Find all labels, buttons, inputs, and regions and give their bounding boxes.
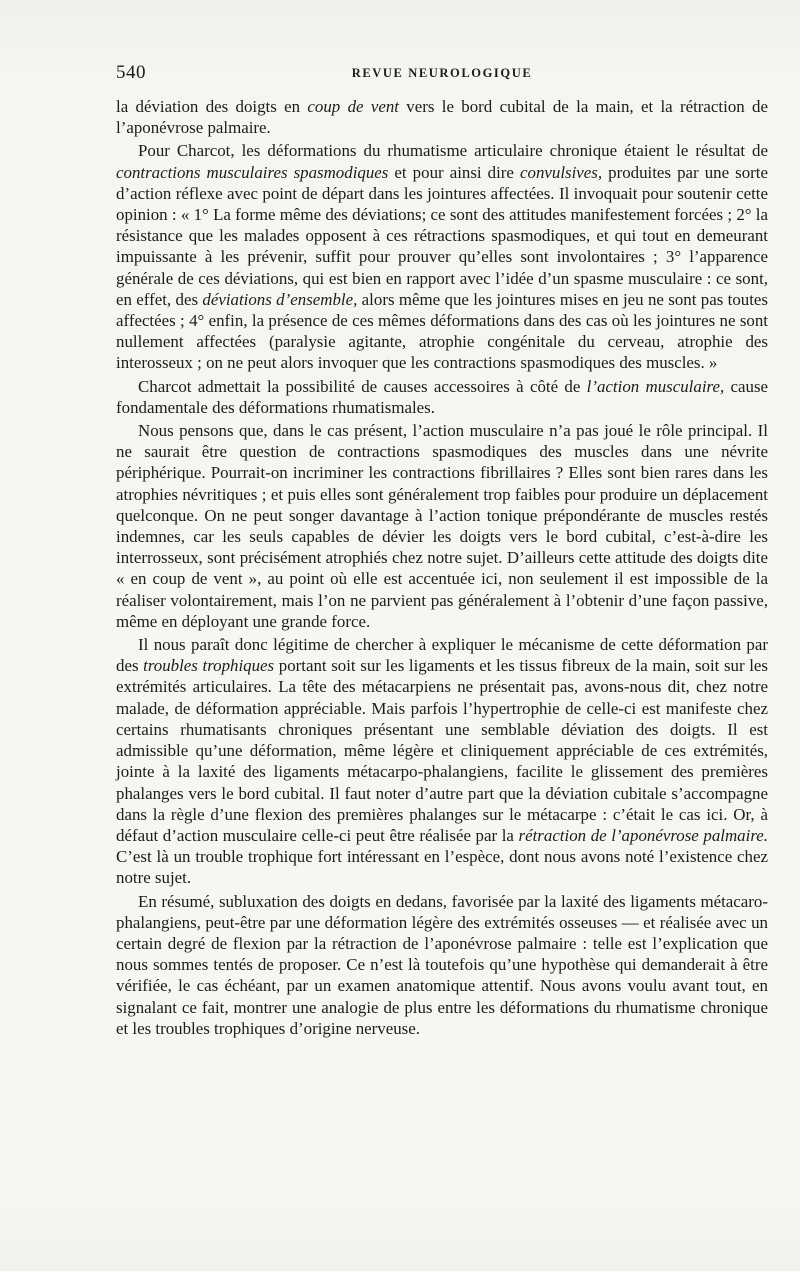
text-segment: et pour ainsi dire — [388, 162, 520, 182]
text-segment: Nous pensons que, dans le cas présent, l’action musculaire n’a pas joué le rôle principal. Il ne saurait être question de contractions spasmodiques des muscles dans une névrite périphérique. Pourrait-on incriminer les contractions fibrillaires ? Elles sont bien rares dans les atrophies névritiques ; et puis elles sont généralement trop faibles pour produire un déplacement quelconque. On ne peut songer davantage à l’action tonique prépondérante de muscles restés indemnes, car les seuls capables de dévier les doigts vers le bord cubital, c’est-à-dire les interrosseux, sont précisément atrophiés chez notre sujet. D’ailleurs cette attitude des doigts dite « en coup de vent », au point où elle est accentuée ici, non seulement il est impossible de la réaliser volontairement, mais l’on ne parvient pas généralement à l’obtenir d’une façon passive, même en déployant une grande force. — [116, 421, 768, 631]
text-segment: Il nous paraît donc légitime de chercher à expliquer le mécanisme de cette déformation par des — [116, 635, 768, 676]
text-segment: alors même que les jointures mises en jeu ne sont pas toutes affectées ; 4° enfin, la présence de ces mêmes déformations dans des cas où les jointures ne sont nullement affectées (paralysie agitante, atrophie congénitale du cerveau, atrophie des interosseux ; on ne peut alors invoquer que les contractions spasmodiques des muscles. » — [116, 289, 769, 373]
paragraph-charcot-theory — [116, 140, 768, 373]
paragraph-present-case — [116, 420, 768, 632]
text-segment: portant soit sur les ligaments et les tissus fibreux de la main, soit sur les extrémités articulaires. La tête des métacarpiens ne présentait pas, avons-nous dit, chez notre malade, de déformation appréciable. Mais parfois l’hypertrophie de celle-ci est manifeste chez certains rhumatisants chroniques présentant une semblable déviation des doigts. Il est admissible qu’une déformation, même légère et cliniquement appréciable de ces extrémités, jointe à la laxité des ligaments métacarpo-phalangiens, facilite le glissement des premières phalanges vers le bord cubital. Il faut noter d’autre part que la déviation cubitale s’accompagne dans la règle d’une flexion des premières phalanges sur le métacarpe : c’était le cas ici. Or, à défaut d’action musculaire celle-ci peut être réalisée par la — [116, 656, 768, 845]
italic-phrase: déviations d’ensemble, — [202, 289, 358, 309]
running-head: REVUE NEUROLOGIQUE — [351, 66, 533, 80]
paragraph-continuation — [116, 96, 768, 138]
italic-phrase: rétraction de l’aponévrose palmaire. — [518, 825, 768, 845]
page-number: 540 — [116, 62, 146, 83]
italic-phrase: troubles trophiques — [143, 656, 275, 676]
article-body — [116, 96, 768, 1039]
text-segment: Pour Charcot, les déformations du rhumatisme articulaire chronique étaient le résultat de — [138, 141, 768, 161]
page-header — [116, 62, 768, 86]
italic-phrase: l’action musculaire, — [586, 376, 725, 396]
text-segment: produites par une sorte d’action réflexe avec point de départ dans les jointures affectées. Il invoquait pour soutenir cette opinion : « 1° La forme même des déviations; ce sont des attitudes manifestement forcées ; 2° la résistance que les malades opposent à ces rétractions spasmodiques, et qui tout en demeurant impuissante à les prévenir, suffit pour prouver qu’elles sont involontaires ; 3° l’apparence générale de ces déviations, qui est bien en rapport avec l’idée d’un spasme musculaire : ce sont, en effet, des — [116, 162, 768, 309]
paragraph-summary — [116, 891, 768, 1039]
text-segment: Charcot admettait la possibilité de causes accessoires à côté de — [138, 376, 587, 396]
italic-phrase: contractions musculaires spasmodiques — [116, 162, 389, 182]
paragraph-trophic-troubles — [116, 634, 768, 888]
text-segment: En résumé, subluxation des doigts en dedans, favorisée par la laxité des ligaments métacaro-phalangiens, peut-être par une déformation légère des extrémités osseuses — et réalisée avec un certain degré de flexion par la rétraction de l’aponévrose palmaire : telle est l’explication que nous sommes tentés de proposer. Ce n’est là toutefois qu’une hypothèse qui demanderait à être vérifiée, le cas échéant, par un examen anatomique attentif. Nous avons voulu avant tout, en signalant ce fait, montrer une analogie de plus entre les déformations du rhumatisme chronique et les troubles trophiques d’origine nerveuse. — [116, 891, 768, 1038]
italic-phrase: coup de vent — [307, 97, 399, 116]
text-segment: cause fondamentale des déformations rhumatismales. — [116, 376, 769, 417]
paragraph-accessory-causes — [116, 376, 768, 418]
italic-phrase: convulsives, — [520, 162, 603, 182]
text-segment: C’est là un trouble trophique fort intéressant en l’espèce, dont nous avons noté l’existence chez notre sujet. — [116, 847, 768, 888]
text-segment: la déviation des doigts en — [116, 97, 308, 116]
text-segment: vers le bord cubital de la main, et la rétraction de l’aponévrose palmaire. — [116, 97, 768, 138]
